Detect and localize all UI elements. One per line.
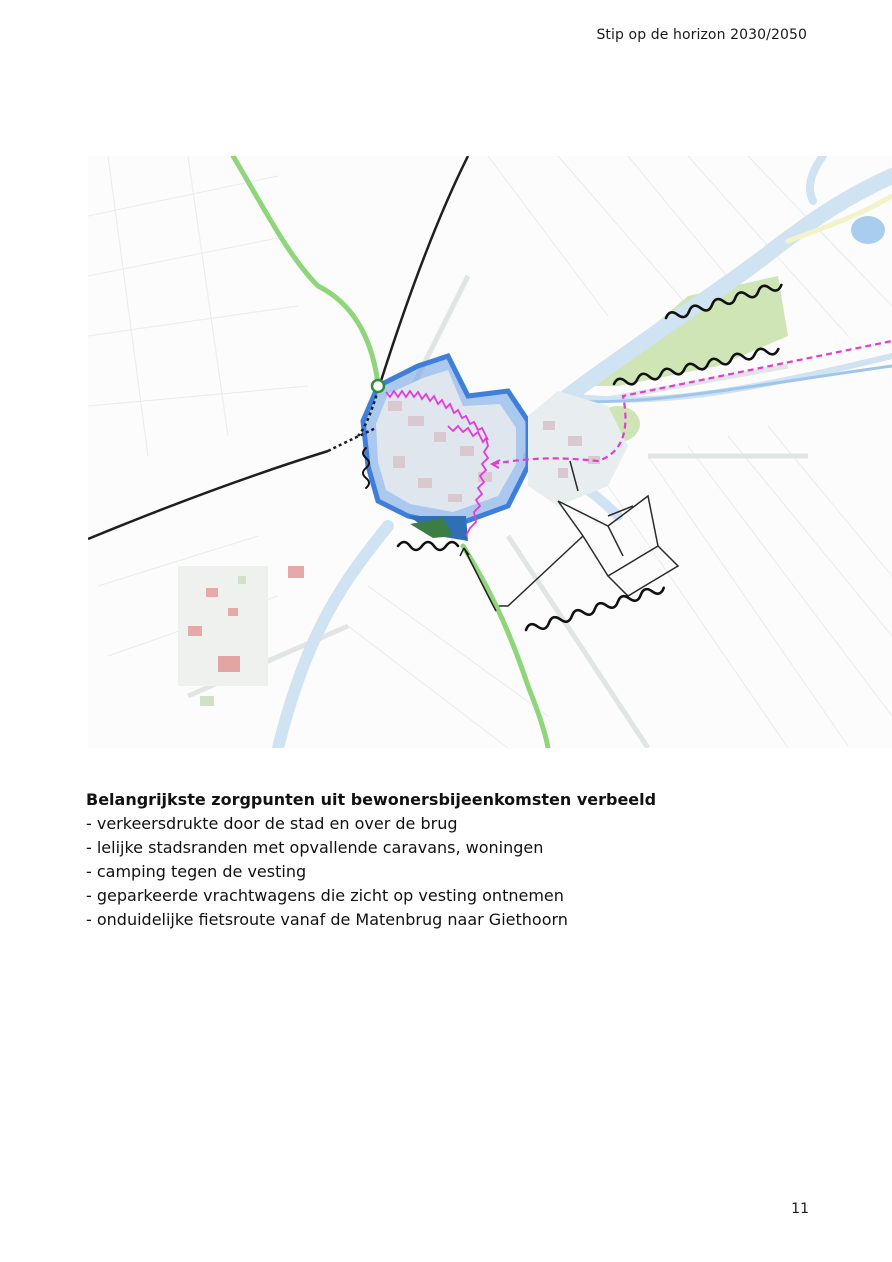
concerns-list — [86, 812, 806, 932]
concerns-text — [86, 788, 806, 932]
running-header: Stip op de horizon 2030/2050 — [596, 27, 807, 43]
page-number: 11 — [791, 1201, 809, 1217]
pond — [851, 216, 885, 244]
map-svg — [88, 156, 892, 748]
list-item: - onduidelijke fietsroute vanaf de Matenbrug naar Giethoorn — [86, 910, 568, 929]
route-node — [372, 380, 384, 392]
list-item: - geparkeerde vrachtwagens die zicht op vesting ontnemen — [86, 886, 564, 905]
list-item: - verkeersdrukte door de stad en over de brug — [86, 814, 458, 833]
map-figure — [88, 156, 892, 748]
list-item: - camping tegen de vesting — [86, 862, 307, 881]
list-item: - lelijke stadsranden met opvallende caravans, woningen — [86, 838, 544, 857]
concerns-heading: Belangrijkste zorgpunten uit bewonersbijeenkomsten verbeeld — [86, 790, 657, 809]
